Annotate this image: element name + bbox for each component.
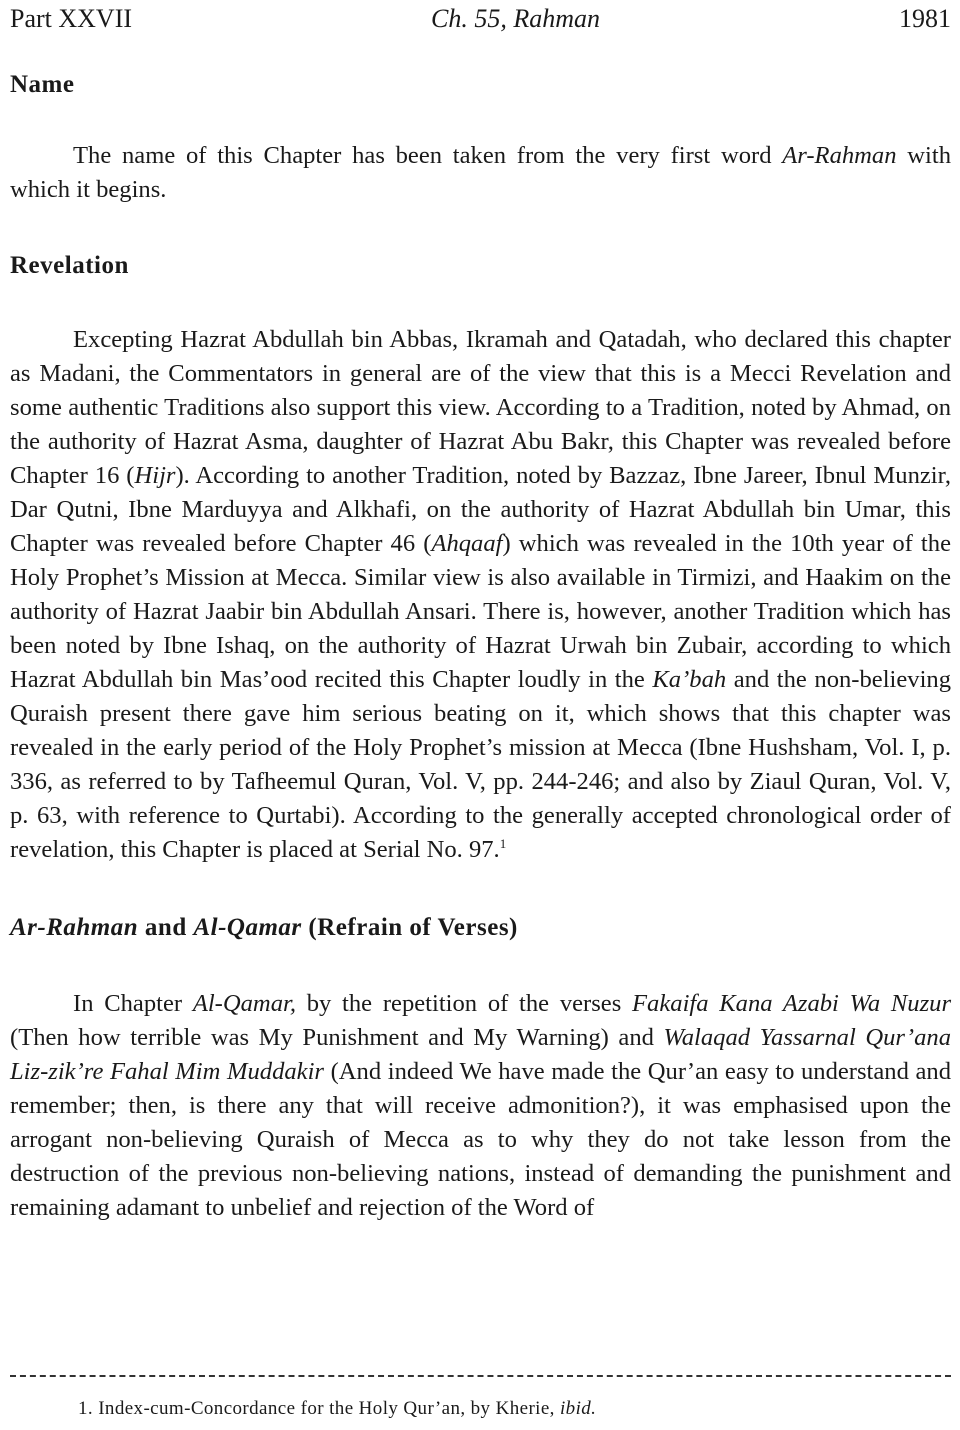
paragraph-revelation: Excepting Hazrat Abdullah bin Abbas, Ikramah and Qatadah, who declared this chapter as Madani, the Commentators in general are of the view that this is a Mecci Revelation and some authentic Traditions also support this view. According to a Tradition, noted by Ahmad, on the authority of Hazrat Asma, daughter of Hazrat Abu Bakr, this Chapter was revealed before Chapter 16 (Hijr). According to another Tradition, noted by Bazzaz, Ibne Jareer, Ibnul Munzir, Dar Qutni, Ibne Marduyya and Alkhafi, on the authority of Hazrat Abdullah bin Umar, this Chapter was revealed before Chapter 46 (Ahqaaf) which was revealed in the 10th year of the Holy Prophet’s Mission at Mecca. Similar view is also available in Tirmizi, and Haakim on the authority of Hazrat Jaabir bin Abdullah Ansari. There is, however, another Tradition which has been noted by Ibne Ishaq, on the authority of Hazrat Urwah bin Zubair, according to which Hazrat Abdullah bin Mas’ood recited this Chapter loudly in the Ka’bah and the non-believing Quraish present there gave him serious beating on it, which shows that this chapter was revealed in the early period of the Holy Prophet’s mission at Mecca (Ibne Hushsham, Vol. I, p. 336, as referred to by Tafheemul Quran, Vol. V, pp. 244-246; and also by Ziaul Quran, Vol. V, p. 63, with reference to Qurtabi). According to the generally accepted chronological order of revelation, this Chapter is placed at Serial No. 97.$^1$ <box>10 326 951 863</box>
running-header <box>10 4 951 38</box>
footnote-divider <box>10 1375 951 1377</box>
footnote: 1. Index-cum-Concordance for the Holy Qur’an, by Kherie, ibid. <box>78 1398 597 1419</box>
page-number: 1981 <box>899 4 951 33</box>
heading-name: Name <box>10 71 75 98</box>
heading-refrain: Ar-Rahman and Al-Qamar (Refrain of Verses) <box>10 914 518 941</box>
part-label: Part XXVII <box>10 4 133 33</box>
chapter-title: Ch. 55, Rahman <box>431 4 601 33</box>
book-page <box>10 0 952 1419</box>
paragraph-name: The name of this Chapter has been taken from the very first word Ar-Rahman with which it begins. <box>10 142 952 203</box>
footnote-reference[interactable]: 1 <box>499 835 507 851</box>
paragraph-refrain: In Chapter Al-Qamar, by the repetition of the verses Fakaifa Kana Azabi Wa Nuzur (Then how terrible was My Punishment and My Warning) and Walaqad Yassarnal Qur’ana Liz-zik’re Fahal Mim Muddakir (And indeed We have made the Qur’an easy to understand and remember; then, is there any that will receive admonition?), it was emphasised upon the arrogant non-believing Quraish of Mecca as to why they do not take lesson from the destruction of the previous non-believing nations, instead of demanding the punishment and remaining adamant to unbelief and rejection of the Word of <box>10 990 952 1221</box>
heading-revelation: Revelation <box>10 252 129 279</box>
